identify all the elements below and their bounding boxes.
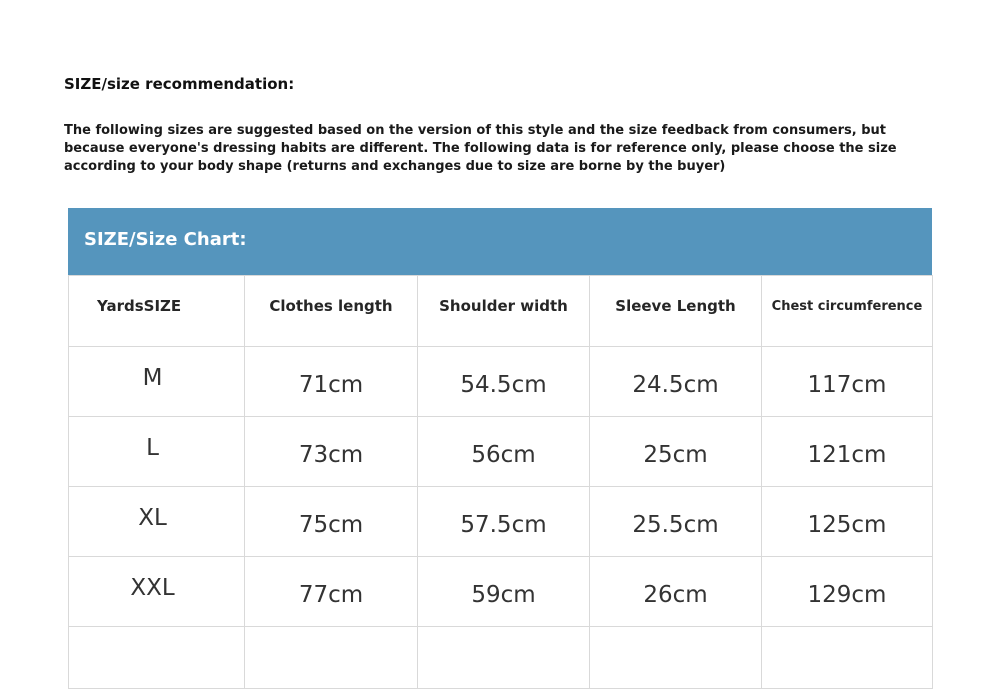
size-chart-header [68,208,932,275]
chest-circumference-cell: 121cm [762,417,933,487]
column-header-sleeve-length: Sleeve Length [590,276,762,347]
table-row-empty [69,627,933,689]
column-header-shoulder-width: Shoulder width [418,276,590,347]
table-row [69,557,933,627]
size-table [68,275,933,689]
sleeve-length-cell: 26cm [590,557,762,627]
chest-circumference-cell: 125cm [762,487,933,557]
sleeve-length-cell: 25cm [590,417,762,487]
column-header-size: YardsSIZE [69,276,245,347]
shoulder-width-cell: 57.5cm [418,487,590,557]
shoulder-width-cell: 54.5cm [418,347,590,417]
empty-cell [590,627,762,689]
shoulder-width-cell: 56cm [418,417,590,487]
table-row [69,487,933,557]
shoulder-width-cell: 59cm [418,557,590,627]
sleeve-length-cell: 25.5cm [590,487,762,557]
sleeve-length-cell: 24.5cm [590,347,762,417]
size-chart-title: SIZE/Size Chart: [84,229,247,250]
clothes-length-cell: 73cm [245,417,418,487]
table-header-row [69,276,933,347]
size-chart [68,208,932,647]
empty-cell [69,627,245,689]
recommendation-line: according to your body shape (returns and exchanges due to size are borne by the buyer) [64,159,726,174]
recommendation-line: because everyone's dressing habits are different. The following data is for reference only, please choose the size [64,141,897,156]
empty-cell [245,627,418,689]
clothes-length-cell: 77cm [245,557,418,627]
clothes-length-cell: 75cm [245,487,418,557]
recommendation-title: SIZE/size recommendation: [64,75,295,93]
empty-cell [418,627,590,689]
clothes-length-cell: 71cm [245,347,418,417]
column-header-chest-circumference: Chest circumference [762,276,933,347]
recommendation-line: The following sizes are suggested based on the version of this style and the size feedback from consumers, but [64,123,886,138]
chest-circumference-cell: 129cm [762,557,933,627]
size-cell: XL [69,487,245,557]
table-row [69,417,933,487]
recommendation-text [64,122,914,176]
size-cell: XXL [69,557,245,627]
size-cell: M [69,347,245,417]
empty-cell [762,627,933,689]
size-cell: L [69,417,245,487]
table-row [69,347,933,417]
chest-circumference-cell: 117cm [762,347,933,417]
column-header-clothes-length: Clothes length [245,276,418,347]
